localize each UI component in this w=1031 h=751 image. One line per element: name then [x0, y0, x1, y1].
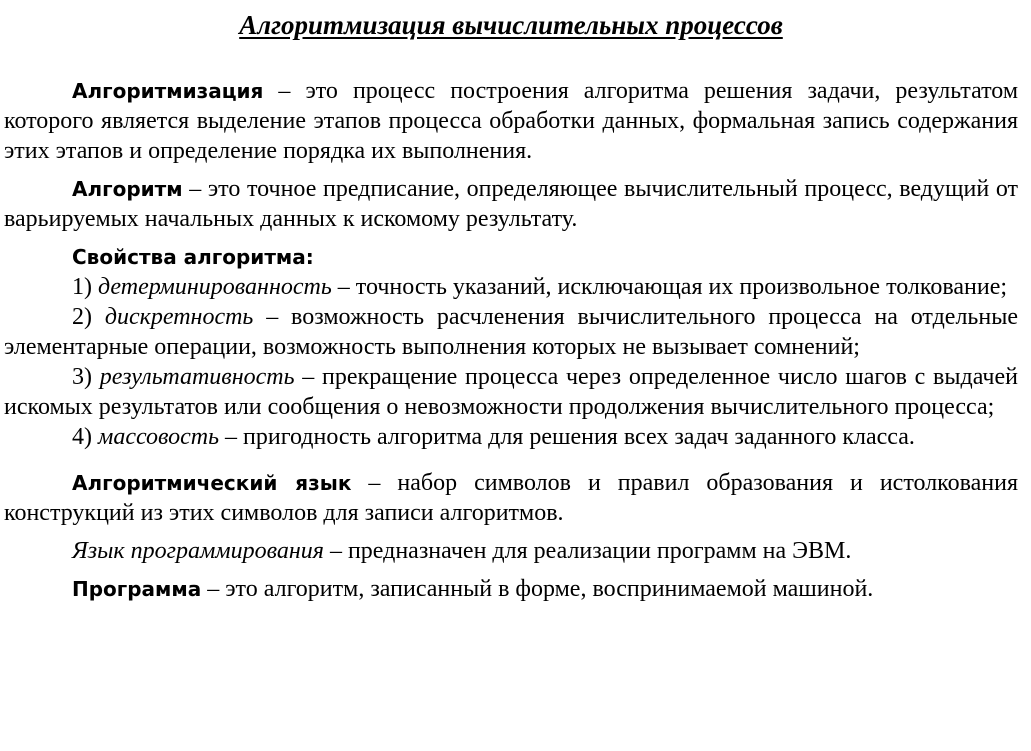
property-number: 2): [72, 304, 105, 330]
paragraph-program: [4, 574, 1018, 604]
definition-algorithmic-language: – набор символов и правил образования и истолкования конструкций из этих символов для записи алгоритмов.: [4, 470, 1019, 526]
paragraph-algorithm: [4, 174, 1018, 234]
property-number: 4): [72, 424, 98, 450]
property-item: [4, 272, 1018, 302]
definition-algorithmization: – это процесс построения алгоритма решения задачи, результатом которого является выделение этапов процесса обработки данных, формальная запись содержания этих этапов и определение порядка их выполнения.: [4, 78, 1018, 164]
property-definition: – прекращение процесса через определенное число шагов с выдачей искомых результатов или сообщения о невозможности продолжения вычислительного процесса;: [4, 364, 1018, 420]
property-item: [4, 302, 1018, 362]
property-term: дискретность: [104, 304, 254, 330]
paragraph-algorithmic-language: [4, 468, 1018, 528]
property-term: детерминированность: [98, 274, 332, 300]
property-number: 1): [72, 274, 98, 300]
property-definition: – точность указаний, исключающая их произвольное толкование;: [331, 274, 1008, 300]
property-term: результативность: [99, 364, 295, 390]
document-page: [4, 8, 1018, 604]
definition-programming-language: – предназначен для реализации программ на ЭВМ.: [323, 538, 852, 564]
term-algorithmic-language: Алгоритмический язык: [72, 471, 352, 495]
paragraph-programming-language: [4, 536, 1018, 566]
page-title: Алгоритмизация вычислительных процессов: [239, 10, 783, 40]
properties-heading: [4, 242, 1018, 272]
paragraph-algorithmization: [4, 76, 1018, 166]
term-algorithmization: Алгоритмизация: [72, 79, 264, 103]
property-item: [4, 422, 1018, 452]
term-programming-language: Язык программирования: [72, 538, 324, 564]
property-definition: – возможность расчленения вычислительного процесса на отдельные элементарные операции, возможность выполнения которых не вызывает сомнений;: [4, 304, 1018, 360]
property-item: [4, 362, 1018, 422]
property-term: массовость: [98, 424, 220, 450]
properties-heading-text: Свойства алгоритма:: [72, 245, 314, 269]
term-program: Программа: [72, 577, 202, 601]
property-definition: – пригодность алгоритма для решения всех задач заданного класса.: [219, 424, 915, 450]
definition-program: – это алгоритм, записанный в форме, воспринимаемой машиной.: [201, 576, 874, 602]
definition-algorithm: – это точное предписание, определяющее вычислительный процесс, ведущий от варьируемых начальных данных к искомому результату.: [4, 176, 1018, 232]
term-algorithm: Алгоритм: [72, 177, 183, 201]
property-number: 3): [72, 364, 100, 390]
